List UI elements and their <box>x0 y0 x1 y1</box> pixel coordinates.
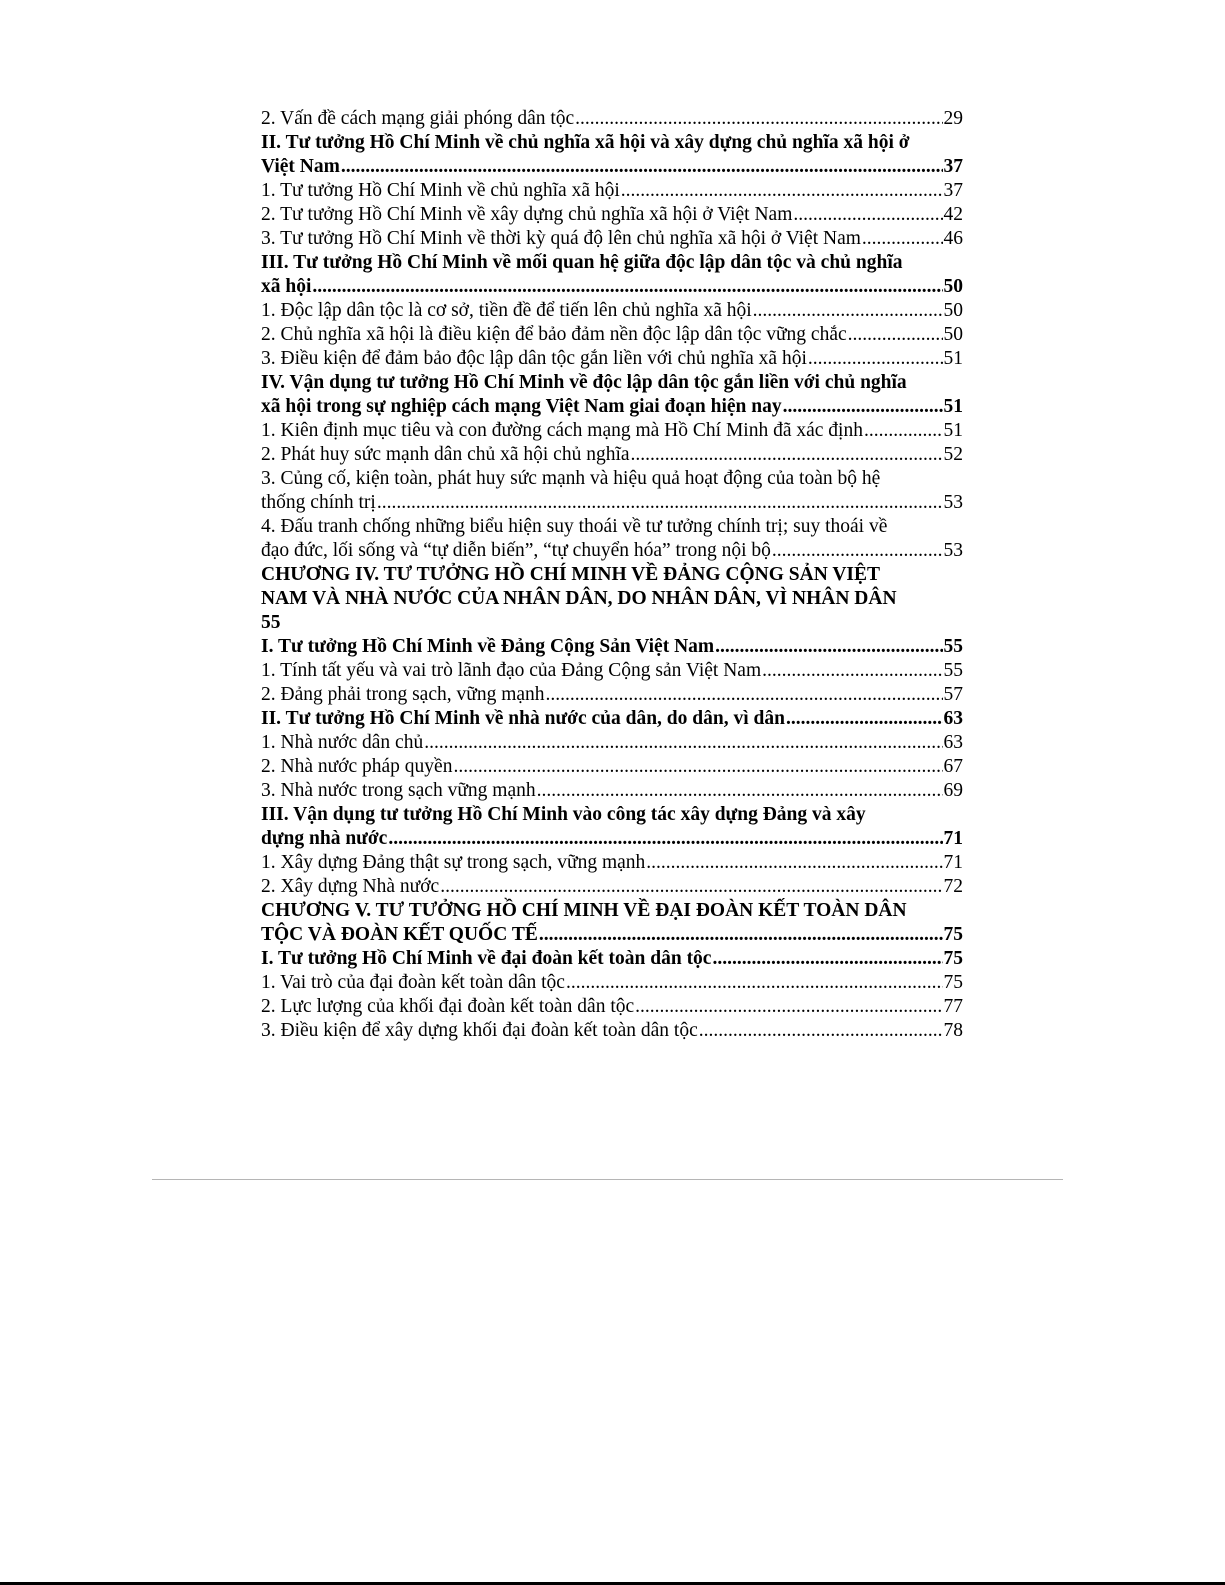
toc-entry-label: 2. Nhà nước pháp quyền <box>261 756 453 777</box>
toc-entry-label: 1. Kiên định mục tiêu và con đường cách mạng mà Hồ Chí Minh đã xác định <box>261 420 863 441</box>
toc-page-number: 37 <box>943 180 963 201</box>
toc-page-number: 55 <box>261 612 281 633</box>
toc-entry[interactable] <box>261 683 963 707</box>
toc-entry-label: 1. Vai trò của đại đoàn kết toàn dân tộc <box>261 972 565 993</box>
toc-page-number: 69 <box>943 780 963 801</box>
toc-entry-label: 2. Lực lượng của khối đại đoàn kết toàn dân tộc <box>261 996 635 1017</box>
toc-entry-label: 2. Đảng phải trong sạch, vững mạnh <box>261 684 545 705</box>
toc-entry-label: TỘC VÀ ĐOÀN KẾT QUỐC TẾ <box>261 924 538 945</box>
toc-entry[interactable] <box>261 731 963 755</box>
toc-entry-label: xã hội <box>261 276 312 297</box>
dot-leader <box>539 923 943 947</box>
toc-entry-label: 2. Phát huy sức mạnh dân chủ xã hội chủ nghĩa <box>261 444 630 465</box>
toc-entry-label: 2. Tư tưởng Hồ Chí Minh về xây dựng chủ nghĩa xã hội ở Việt Nam <box>261 204 793 225</box>
dot-leader <box>862 227 943 251</box>
toc-page-number: 71 <box>943 852 963 873</box>
dot-leader <box>440 875 942 899</box>
toc-entry-label: 1. Độc lập dân tộc là cơ sở, tiền đề để tiến lên chủ nghĩa xã hội <box>261 300 752 321</box>
toc-entry-label: II. Tư tưởng Hồ Chí Minh về nhà nước của dân, do dân, vì dân <box>261 708 785 729</box>
toc-entry-label-line: CHƯƠNG IV. TƯ TƯỞNG HỒ CHÍ MINH VỀ ĐẢNG CỘNG SẢN VIỆT <box>261 564 881 585</box>
toc-entry-label: đạo đức, lối sống và “tự diễn biến”, “tự chuyển hóa” trong nội bộ <box>261 540 771 561</box>
toc-page-number: 71 <box>943 828 963 849</box>
dot-leader <box>635 995 942 1019</box>
dot-leader <box>772 539 943 563</box>
toc-entry[interactable] <box>261 299 963 323</box>
dot-leader <box>699 1019 943 1043</box>
toc-entry-label: 1. Tính tất yếu và vai trò lãnh đạo của Đảng Cộng sản Việt Nam <box>261 660 762 681</box>
toc-entry-label: 1. Xây dựng Đảng thật sự trong sạch, vững mạnh <box>261 852 646 873</box>
toc-entry[interactable] <box>261 107 963 131</box>
toc-page-number: 53 <box>943 492 963 513</box>
toc-page-number: 75 <box>943 924 963 945</box>
toc-page-number: 51 <box>943 348 963 369</box>
toc-section-heading[interactable] <box>261 947 963 971</box>
toc-entry-label: 2. Vấn đề cách mạng giải phóng dân tộc <box>261 108 575 129</box>
toc-entry-label: I. Tư tưởng Hồ Chí Minh về Đảng Cộng Sản Việt Nam <box>261 636 715 657</box>
dot-leader <box>341 155 943 179</box>
toc-section-heading[interactable] <box>261 371 963 419</box>
toc-chapter-heading[interactable] <box>261 563 963 635</box>
toc-section-heading[interactable] <box>261 131 963 179</box>
toc-page-number: 75 <box>943 948 963 969</box>
toc-section-heading[interactable] <box>261 635 963 659</box>
toc-entry-label-line: III. Vận dụng tư tưởng Hồ Chí Minh vào công tác xây dựng Đảng và xây <box>261 804 866 825</box>
toc-page-number: 50 <box>943 324 963 345</box>
dot-leader <box>575 107 942 131</box>
dot-leader <box>621 179 943 203</box>
toc-page-number: 55 <box>943 660 963 681</box>
toc-entry-label: Việt Nam <box>261 156 340 177</box>
dot-leader <box>537 779 943 803</box>
toc-page-number: 46 <box>943 228 963 249</box>
toc-page-number: 51 <box>943 420 963 441</box>
dot-leader <box>793 203 942 227</box>
dot-leader <box>864 419 943 443</box>
toc-entry[interactable] <box>261 1019 963 1043</box>
toc-page-number: 63 <box>943 732 963 753</box>
toc-page-number: 75 <box>943 972 963 993</box>
toc-page-number: 37 <box>943 156 963 177</box>
toc-entry-label: xã hội trong sự nghiệp cách mạng Việt Nam giai đoạn hiện nay <box>261 396 782 417</box>
toc-page-number: 67 <box>943 756 963 777</box>
toc-entry[interactable] <box>261 419 963 443</box>
toc-entry[interactable] <box>261 323 963 347</box>
dot-leader <box>808 347 943 371</box>
toc-entry-label-line: II. Tư tưởng Hồ Chí Minh về chủ nghĩa xã hội và xây dựng chủ nghĩa xã hội ở <box>261 132 910 153</box>
toc-entry-label-line: 4. Đấu tranh chống những biểu hiện suy thoái về tư tưởng chính trị; suy thoái về <box>261 516 888 537</box>
toc-page-number: 51 <box>943 396 963 417</box>
dot-leader <box>453 755 942 779</box>
toc-entry[interactable] <box>261 179 963 203</box>
toc-page-number: 52 <box>943 444 963 465</box>
dot-leader <box>762 659 942 683</box>
toc-entry-label: 1. Nhà nước dân chủ <box>261 732 424 753</box>
toc-entry[interactable] <box>261 851 963 875</box>
toc-entry-label: 3. Điều kiện để đảm bảo độc lập dân tộc gắn liền với chủ nghĩa xã hội <box>261 348 807 369</box>
toc-entry[interactable] <box>261 227 963 251</box>
toc-page-number: 72 <box>943 876 963 897</box>
toc-entry-label: 3. Điều kiện để xây dựng khối đại đoàn kết toàn dân tộc <box>261 1020 698 1041</box>
toc-section-heading[interactable] <box>261 803 963 851</box>
toc-entry[interactable] <box>261 203 963 227</box>
toc-entry[interactable] <box>261 755 963 779</box>
toc-entry[interactable] <box>261 659 963 683</box>
dot-leader <box>786 707 943 731</box>
toc-page-number: 57 <box>943 684 963 705</box>
toc-entry-label: 1. Tư tưởng Hồ Chí Minh về chủ nghĩa xã hội <box>261 180 620 201</box>
dot-leader <box>646 851 942 875</box>
toc-section-heading[interactable] <box>261 251 963 299</box>
toc-entry[interactable] <box>261 347 963 371</box>
dot-leader <box>631 443 943 467</box>
toc-entry-label: thống chính trị <box>261 492 376 513</box>
toc-entry-label: 3. Nhà nước trong sạch vững mạnh <box>261 780 536 801</box>
dot-leader <box>377 491 943 515</box>
toc-entry-label: 2. Xây dựng Nhà nước <box>261 876 440 897</box>
toc-entry[interactable] <box>261 443 963 467</box>
toc-entry-label-line: IV. Vận dụng tư tưởng Hồ Chí Minh về độc lập dân tộc gắn liền với chủ nghĩa <box>261 372 907 393</box>
dot-leader <box>753 299 943 323</box>
toc-entry-label-line: NAM VÀ NHÀ NƯỚC CỦA NHÂN DÂN, DO NHÂN DÂN, VÌ NHÂN DÂN <box>261 588 897 609</box>
dot-leader <box>783 395 943 419</box>
toc-entry-label: 2. Chủ nghĩa xã hội là điều kiện để bảo đảm nền độc lập dân tộc vững chắc <box>261 324 847 345</box>
toc-page-number: 50 <box>943 300 963 321</box>
toc-page-number: 77 <box>943 996 963 1017</box>
dot-leader <box>312 275 942 299</box>
toc-chapter-heading[interactable] <box>261 899 963 947</box>
dot-leader <box>388 827 942 851</box>
dot-leader <box>715 635 942 659</box>
toc-page-number: 42 <box>943 204 963 225</box>
toc-section-heading[interactable] <box>261 707 963 731</box>
toc-entry-label-line: III. Tư tưởng Hồ Chí Minh về mối quan hệ giữa độc lập dân tộc và chủ nghĩa <box>261 252 903 273</box>
toc-page-number: 50 <box>943 276 963 297</box>
page-divider <box>152 1179 1063 1180</box>
table-of-contents <box>261 107 963 1043</box>
dot-leader <box>848 323 943 347</box>
toc-page-number: 78 <box>943 1020 963 1041</box>
toc-entry[interactable] <box>261 995 963 1019</box>
toc-entry-label-line: CHƯƠNG V. TƯ TƯỞNG HỒ CHÍ MINH VỀ ĐẠI ĐOÀN KẾT TOÀN DÂN <box>261 900 907 921</box>
toc-entry-label: dựng nhà nước <box>261 828 388 849</box>
toc-entry[interactable] <box>261 515 963 563</box>
toc-entry-label-line: 3. Củng cố, kiện toàn, phát huy sức mạnh và hiệu quả hoạt động của toàn bộ hệ <box>261 468 881 489</box>
toc-entry-label: I. Tư tưởng Hồ Chí Minh về đại đoàn kết toàn dân tộc <box>261 948 712 969</box>
dot-leader <box>566 971 943 995</box>
toc-entry[interactable] <box>261 971 963 995</box>
toc-page-number: 63 <box>943 708 963 729</box>
toc-entry[interactable] <box>261 467 963 515</box>
toc-entry[interactable] <box>261 875 963 899</box>
toc-page-number: 53 <box>943 540 963 561</box>
toc-page-number: 55 <box>943 636 963 657</box>
toc-entry-label: 3. Tư tưởng Hồ Chí Minh về thời kỳ quá độ lên chủ nghĩa xã hội ở Việt Nam <box>261 228 861 249</box>
dot-leader <box>712 947 942 971</box>
toc-page-number: 29 <box>943 108 963 129</box>
toc-entry[interactable] <box>261 779 963 803</box>
dot-leader <box>546 683 943 707</box>
dot-leader <box>424 731 942 755</box>
